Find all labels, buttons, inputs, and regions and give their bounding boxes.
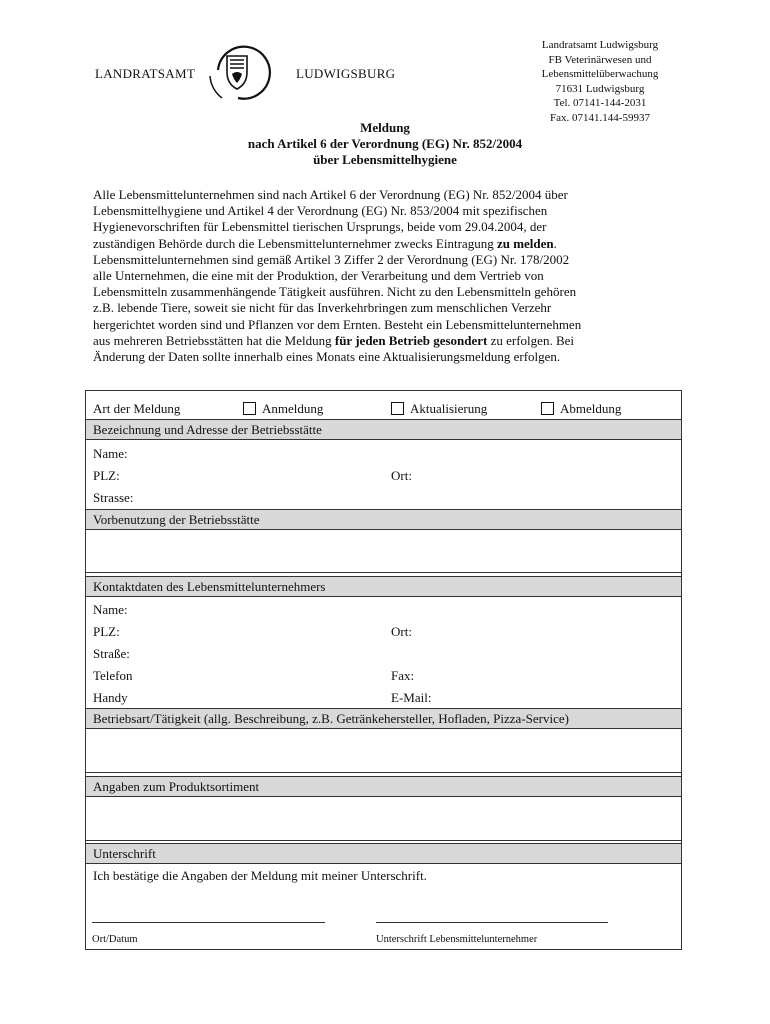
produktsortiment-input-area[interactable] — [86, 797, 681, 841]
section-title: Angaben zum Produktsortiment — [93, 779, 260, 794]
field-label: Telefon — [93, 668, 133, 683]
field-label: Handy — [93, 690, 128, 705]
intro-text: . — [553, 235, 557, 251]
field-label: Fax: — [391, 668, 415, 683]
field-label: PLZ: — [93, 468, 120, 483]
intro-text: zuständigen Behörde durch die Lebensmittelunternehmer zwecks Eintragung — [93, 235, 497, 251]
title-line-2: nach Artikel 6 der Verordnung (EG) Nr. 852/2004 — [247, 136, 523, 151]
option-abmeldung[interactable] — [541, 401, 621, 417]
intro-line: Lebensmitteln zusammenhängende Tätigkeit ausführen. Nicht zu den Lebensmitteln gehören — [93, 284, 577, 300]
checkbox-abmeldung[interactable] — [541, 402, 554, 415]
owner-signature-line[interactable] — [376, 922, 608, 923]
section-header-betriebsstaette — [86, 419, 681, 440]
section-title: Unterschrift — [93, 846, 156, 861]
notification-type-row — [86, 391, 681, 419]
intro-line: Lebensmittelhygiene und Artikel 4 der Verordnung (EG) Nr. 853/2004 mit spezifischen — [93, 203, 548, 219]
intro-line: alle Unternehmen, die eine mit der Produktion, der Verarbeitung und dem Vertrieb von — [93, 268, 544, 284]
sig-caption-ort-datum: Ort/Datum — [92, 934, 138, 945]
checkbox-anmeldung[interactable] — [243, 402, 256, 415]
office-line: 71631 Ludwigsburg — [555, 82, 645, 95]
district-crest-icon — [200, 36, 280, 106]
intro-bold-text: zu melden — [496, 235, 554, 251]
section-title: Vorbenutzung der Betriebsstätte — [93, 512, 260, 527]
field-label: Name: — [93, 602, 128, 617]
betriebsart-input-area[interactable] — [86, 729, 681, 773]
logo-left-text: LANDRATSAMT — [95, 66, 196, 81]
office-address — [500, 38, 700, 126]
field-label: Ort: — [391, 624, 412, 639]
option-label: Abmeldung — [560, 401, 622, 416]
field-label: Name: — [93, 446, 128, 461]
section-header-unterschrift — [86, 843, 681, 864]
office-line: Lebensmittelüberwachung — [541, 68, 659, 81]
title-line-1: Meldung — [360, 120, 410, 135]
sig-caption-unterschrift: Unterschrift Lebensmittelunternehmer — [376, 934, 538, 945]
option-aktualisierung[interactable] — [391, 401, 487, 417]
field-label: Ort: — [391, 468, 412, 483]
intro-line: z.B. lebende Tiere, soweit sie nicht für das Inverkehrbringen zum menschlichen Verzehr — [93, 300, 552, 316]
field-label: Straße: — [93, 646, 130, 661]
intro-paragraph — [93, 187, 693, 365]
option-label: Aktualisierung — [410, 401, 488, 416]
office-line: Tel. 07141-144-2031 — [553, 97, 647, 110]
registration-form — [85, 390, 682, 950]
document-title — [0, 120, 770, 168]
checkbox-aktualisierung[interactable] — [391, 402, 404, 415]
intro-line: Hygienevorschriften für Lebensmittel tierischen Ursprungs, beide vom 29.04.2004, der — [93, 219, 547, 235]
section-header-betriebsart — [86, 708, 681, 729]
date-signature-line[interactable] — [92, 922, 325, 923]
intro-text: zu erfolgen. Bei — [487, 332, 574, 348]
intro-text: aus mehreren Betriebsstätten hat die Meldung — [93, 332, 335, 348]
intro-bold-text: für jeden Betrieb gesondert — [334, 332, 488, 348]
section-header-produktsortiment — [86, 776, 681, 797]
notification-type-label: Art der Meldung — [93, 401, 181, 416]
confirmation-text: Ich bestätige die Angaben der Meldung mit meiner Unterschrift. — [93, 868, 427, 883]
intro-line — [93, 333, 693, 349]
logo-right-text: LUDWIGSBURG — [296, 66, 396, 81]
intro-line: Lebensmittelunternehmen sind gemäß Artikel 3 Ziffer 2 der Verordnung (EG) Nr. 178/2002 — [93, 251, 570, 267]
office-line: Landratsamt Ludwigsburg — [541, 39, 659, 51]
intro-line — [93, 236, 693, 252]
office-line: Fax. 07141.144-59937 — [550, 111, 650, 124]
section-title: Betriebsart/Tätigkeit (allg. Beschreibung, z.B. Getränkehersteller, Hofladen, Pizza-Service) — [93, 711, 569, 726]
section-header-kontaktdaten — [86, 576, 681, 597]
intro-line: Alle Lebensmittelunternehmen sind nach Artikel 6 der Verordnung (EG) Nr. 852/2004 über — [93, 187, 568, 202]
office-line: FB Veterinärwesen und — [548, 53, 652, 66]
section-title: Kontaktdaten des Lebensmittelunternehmers — [93, 579, 326, 594]
intro-line: Änderung der Daten sollte innerhalb eines Monats eine Aktualisierungsmeldung erfolgen. — [93, 349, 561, 365]
section-header-vorbenutzung — [86, 509, 681, 530]
vorbenutzung-input-area[interactable] — [86, 530, 681, 573]
field-label: Strasse: — [93, 490, 134, 505]
section-title: Bezeichnung und Adresse der Betriebsstätte — [93, 422, 322, 437]
field-label: E-Mail: — [391, 690, 432, 705]
intro-line: hergerichtet worden sind und Pflanzen vor dem Ernten. Besteht ein Lebensmittelunternehmen — [93, 316, 582, 332]
field-label: PLZ: — [93, 624, 120, 639]
option-label: Anmeldung — [262, 401, 324, 416]
title-line-3: über Lebensmittelhygiene — [313, 152, 457, 167]
option-anmeldung[interactable] — [243, 401, 323, 417]
